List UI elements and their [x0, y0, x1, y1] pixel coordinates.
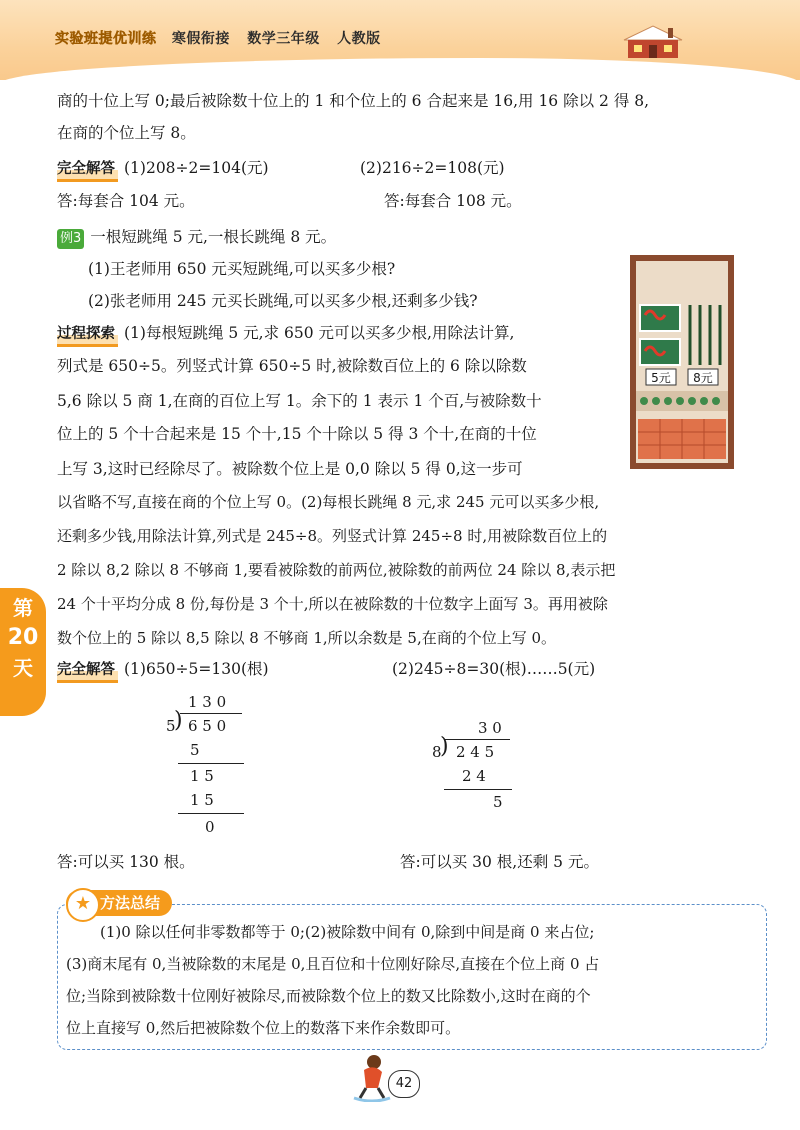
calc2-bar: [444, 739, 510, 740]
calc1-step: 5: [190, 741, 200, 759]
calc1-step: 0: [205, 818, 215, 836]
text-line: 位上的 5 个十合起来是 15 个十,15 个十除以 5 得 3 个十,在商的十位: [57, 425, 537, 443]
answer-label: 完全解答: [57, 159, 118, 182]
text-line: 以省略不写,直接在商的个位上写 0。(2)每根长跳绳 8 元,求 245 元可以买多少根,: [57, 493, 600, 511]
day-tab: [0, 588, 46, 716]
example-tag: 例3: [57, 229, 84, 249]
summary-line: 位上直接写 0,然后把被除数个位上的数落下来作余数即可。: [66, 1019, 461, 1037]
calc1-bracket: ): [174, 708, 183, 733]
header-title: [55, 28, 393, 48]
calc2-divisor: 8: [432, 743, 442, 761]
calc2-step: 2 4: [462, 767, 486, 785]
text-line: 2 除以 8,2 除以 8 不够商 1,要看被除数的前两位,被除数的前两位 24 除以 8,表示把: [57, 561, 616, 579]
calc1-bar: [180, 713, 242, 714]
summary-badge: 方法总结: [66, 890, 172, 916]
answer-text: (2)216÷2=108(元): [360, 159, 505, 177]
question-2: (2)张老师用 245 元买长跳绳,可以买多少根,还剩多少钱?: [88, 292, 478, 310]
page-number: 42: [388, 1070, 420, 1098]
answer-text: 答:每套合 104 元。: [57, 192, 195, 210]
header-edition: 人教版: [337, 31, 381, 47]
answer-text: 答:可以买 30 根,还剩 5 元。: [400, 853, 599, 871]
calc1-divisor: 5: [166, 717, 176, 735]
example-3: [57, 227, 336, 249]
calc1-quotient: 1 3 0: [188, 693, 227, 711]
answer-text: 答:可以买 130 根。: [57, 853, 195, 871]
text-line: 列式是 650÷5。列竖式计算 650÷5 时,被除数百位上的 6 除以除数: [57, 357, 527, 375]
calc2-quotient: 3 0: [478, 719, 502, 737]
text-line: 在商的个位上写 8。: [57, 124, 196, 142]
answer-text: (1)208÷2=104(元): [124, 159, 269, 177]
header-brand: 实验班提优训练: [55, 31, 157, 47]
calc1-step: 1 5: [190, 791, 214, 809]
calc1-line: [178, 763, 244, 764]
price-long: 8元: [693, 371, 713, 385]
text-line: 5,6 除以 5 商 1,在商的百位上写 1。余下的 1 表示 1 个百,与被除数十: [57, 392, 542, 410]
day-tab-number: 20: [7, 625, 39, 650]
process-row: [57, 323, 514, 347]
text-line: 数个位上的 5 除以 8,5 除以 8 不够商 1,所以余数是 5,在商的个位上写 0。: [57, 629, 557, 647]
answer-label: 完全解答: [57, 660, 118, 683]
header-grade: 数学三年级: [247, 31, 320, 47]
calc2-step: 5: [493, 793, 503, 811]
summary-line: (1)0 除以任何非零数都等于 0;(2)被除数中间有 0,除到中间是商 0 来占位;: [100, 923, 595, 941]
answer-text: (1)650÷5=130(根): [124, 660, 269, 678]
answer-row-2: [57, 659, 269, 683]
answer-row-1: [57, 158, 269, 182]
text-line: 上写 3,这时已经除尽了。被除数个位上是 0,0 除以 5 得 0,这一步可: [57, 460, 523, 478]
text-line: 24 个十平均分成 8 份,每份是 3 个十,所以在被除数的十位数字上面写 3。再用被除: [57, 595, 608, 613]
calc1-dividend: 6 5 0: [188, 717, 227, 735]
text-line: 商的十位上写 0;最后被除数十位上的 1 和个位上的 6 合起来是 16,用 16 除以 2 得 8,: [57, 92, 650, 110]
text-line: 还剩多少钱,用除法计算,列式是 245÷8。列竖式计算 245÷8 时,用被除数百位上的: [57, 527, 608, 545]
summary-line: (3)商末尾有 0,当被除数的末尾是 0,且百位和十位刚好除尽,直接在个位上商 0 占: [66, 955, 600, 973]
calc2-line: [444, 789, 512, 790]
shelf-illustration: [630, 255, 734, 469]
calc2-bracket: ): [440, 734, 449, 759]
star-icon: ★: [66, 888, 100, 922]
summary-line: 位;当除到被除数十位刚好被除尽,而被除数个位上的数又比除数小,这时在商的个: [66, 987, 591, 1005]
answer-text: (2)245÷8=30(根)……5(元): [392, 660, 596, 678]
example-text: 一根短跳绳 5 元,一根长跳绳 8 元。: [90, 228, 337, 246]
day-tab-post: 天: [13, 656, 33, 680]
answer-text: 答:每套合 108 元。: [384, 192, 522, 210]
process-text: (1)每根短跳绳 5 元,求 650 元可以买多少根,用除法计算,: [124, 324, 515, 342]
day-tab-pre: 第: [13, 596, 33, 620]
calc1-step: 1 5: [190, 767, 214, 785]
question-1: (1)王老师用 650 元买短跳绳,可以买多少根?: [88, 260, 396, 278]
header-subtitle: 寒假衔接: [171, 31, 230, 47]
calc2-dividend: 2 4 5: [456, 743, 495, 761]
house-icon: [620, 24, 686, 60]
price-short: 5元: [651, 371, 671, 385]
calc1-line: [178, 813, 244, 814]
process-label: 过程探索: [57, 324, 118, 347]
mascot-icon: [352, 1052, 392, 1102]
